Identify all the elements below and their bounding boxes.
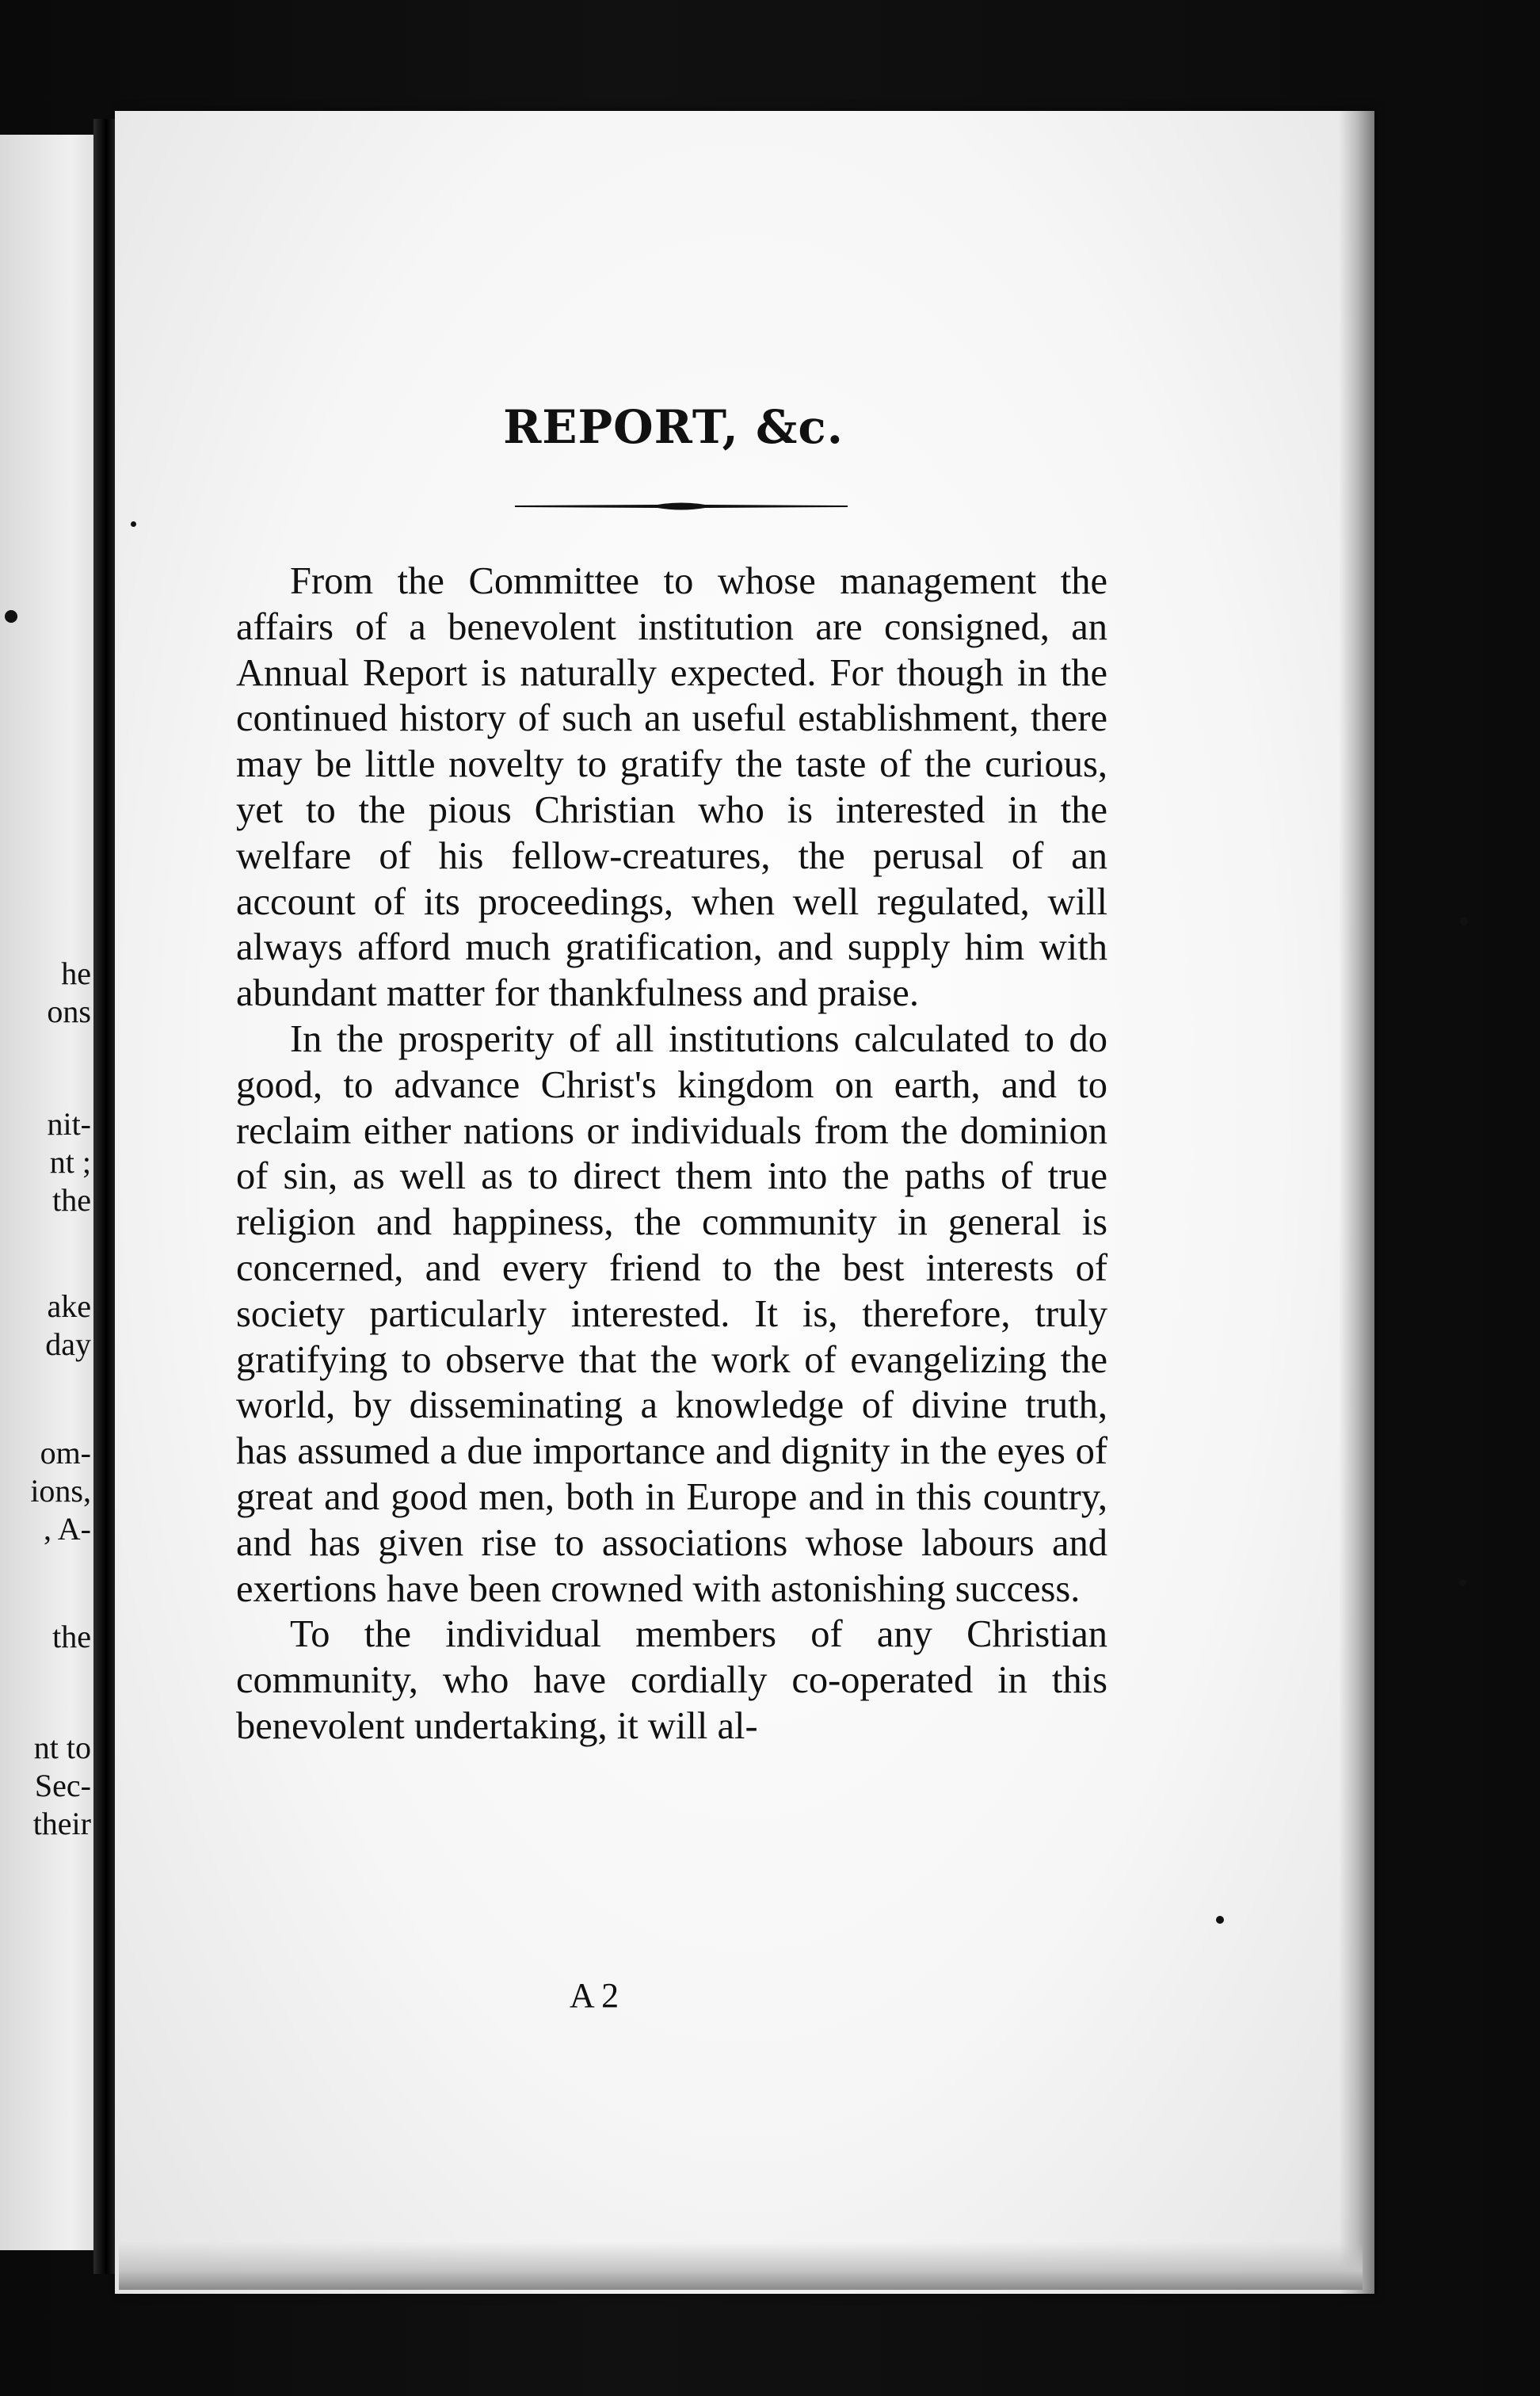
left-page-text-fragment: the [52, 1619, 91, 1654]
left-page-text-fragment: he [61, 956, 91, 991]
left-page-text-fragment: ons [47, 994, 91, 1029]
page-edge-bottom [119, 2242, 1363, 2290]
paragraph: In the prosperity of all institutions calculated to do good, to advance Christ's kingdom on earth, and to reclaim either nations or individuals from the dominion of sin, as well as to direct them into the paths of true religion and happiness, the community in general is concerned, and every friend to the best interests of society particularly interested. It is, therefore, truly gratifying to observe that the work of evangelizing the world, by disseminating a knowledge of divine truth, has assumed a due importance and dignity in the eyes of great and good men, both in Europe and in this country, and has given rise to associations whose labours and exertions have been crowned with astonishing success. [236, 1017, 1107, 1610]
left-page-text-fragment: their [32, 1806, 91, 1841]
speck [5, 610, 17, 623]
paragraph: From the Committee to whose management the affairs of a benevolent institution are consigned, an Annual Report is naturally expected. For though in the continued history of such an useful establishment, there may be little novelty to gratify the taste of the curious, yet to the pious Christian who is interested in the welfare of his fellow-creatures, the perusal of an account of its proceedings, when well regulated, will always afford much gratification, and supply him with abundant matter for thankfulness and praise. [236, 560, 1107, 1015]
left-page-text-fragment: Sec- [34, 1768, 91, 1803]
left-page-text-fragment: , A- [44, 1511, 91, 1547]
body-text [236, 559, 1107, 1749]
left-page-text-fragment: nit- [47, 1106, 91, 1142]
left-page-text-fragment: nt ; [49, 1144, 91, 1180]
left-page-text-fragment: the [52, 1182, 91, 1218]
left-page-text-fragment: ions, [30, 1473, 91, 1509]
speck [1459, 1579, 1466, 1586]
left-page-text-fragment: om- [40, 1435, 91, 1471]
page-title: REPORT, &c. [503, 400, 844, 454]
left-page-text-fragment: day [45, 1326, 91, 1362]
speck [1216, 1916, 1224, 1924]
left-page-text-fragment: ake [47, 1288, 91, 1324]
speck [1460, 918, 1468, 925]
speck [131, 521, 136, 527]
left-page-text-fragment: nt to [33, 1730, 91, 1765]
page-signature: A 2 [569, 1976, 619, 2015]
paragraph: To the individual members of any Christian community, who have cordially co-operated in this benevolent undertaking, it will al- [236, 1613, 1107, 1747]
ornamental-rule [515, 501, 848, 512]
